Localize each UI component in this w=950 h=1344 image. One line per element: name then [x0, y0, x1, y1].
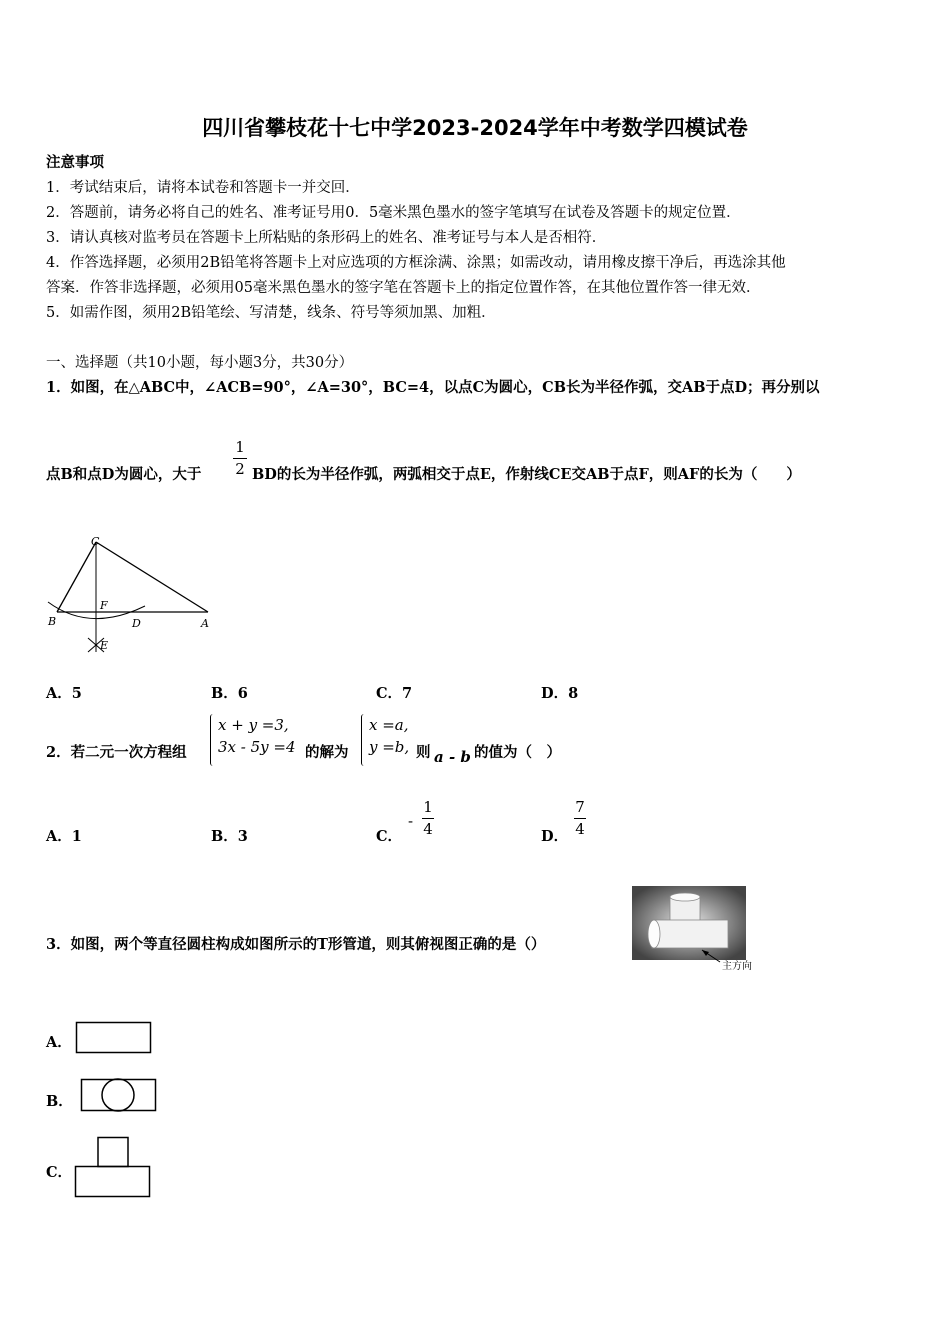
q2-option-c[interactable]: C．: [376, 828, 403, 845]
q1-line2-a: 点B和点D为圆心，大于: [46, 466, 202, 483]
q2-sol1: x =a,: [369, 716, 409, 734]
q1-option-d[interactable]: D．8: [541, 685, 579, 702]
q2-eq2: 3x - 5y =4: [218, 738, 296, 756]
q3-arrow-label: 主方向: [722, 961, 752, 972]
q3-option-a[interactable]: A．: [46, 1034, 72, 1051]
label-e: E: [100, 639, 109, 652]
notice-item: 3．请认真核对监考员在答题卡上所粘贴的条形码上的姓名、准考证号与本人是否相符．: [46, 230, 607, 246]
label-c: C: [91, 535, 100, 548]
label-b: B: [48, 615, 57, 628]
q2-prefix: 2．若二元一次方程组: [46, 744, 187, 761]
q2-option-d-fraction: [574, 800, 586, 837]
q1-frac-num: 1: [235, 438, 245, 456]
q3-option-c[interactable]: C．: [46, 1164, 73, 1181]
label-f: F: [100, 599, 108, 612]
q2-system: [218, 714, 296, 758]
notice-item: 1．考试结束后，请将本试卷和答题卡一并交回．: [46, 180, 360, 196]
q2-option-a[interactable]: A．1: [46, 828, 82, 845]
q2-d-num: 7: [575, 798, 585, 816]
q3-option-a-shape[interactable]: [75, 1021, 155, 1055]
q2-d-den: 4: [575, 820, 585, 838]
notice-heading: 注意事项: [46, 154, 104, 171]
q2-solution: [369, 714, 409, 758]
q2-sol2: y =b,: [369, 738, 410, 756]
q2-c-num: 1: [423, 798, 433, 816]
q1-option-b[interactable]: B．6: [211, 685, 248, 702]
q3-option-c-shape[interactable]: [74, 1136, 154, 1200]
q1-fraction: [233, 440, 247, 477]
label-d: D: [132, 617, 141, 630]
q2-c-den: 4: [423, 820, 433, 838]
label-a: A: [201, 617, 209, 630]
q1-line1: 1．如图，在△ABC中，∠ACB=90°，∠A=30°，BC=4，以点C为圆心，CB长为半径作弧，交AB于点D；再分别以: [46, 379, 820, 396]
q2-option-c-fraction: [422, 800, 434, 837]
notice-item: 5．如需作图，须用2B铅笔绘、写清楚，线条、符号等须加黑、加粗．: [46, 305, 496, 321]
q2-option-b[interactable]: B．3: [211, 828, 248, 845]
q1-line2-b: BD的长为半径作弧，两弧相交于点E，作射线CE交AB于点F，则AF的长为（ ）: [252, 466, 801, 483]
notice-item: 2．答题前，请务必将自己的姓名、准考证号用0．5毫米黑色墨水的签字笔填写在试卷及答题卡的规定位置．: [46, 205, 741, 221]
q2-option-c-sign: -: [408, 812, 414, 830]
q3-option-b-shape[interactable]: [80, 1078, 160, 1114]
q1-option-a[interactable]: A．5: [46, 685, 82, 702]
q2-expression: a - b: [434, 748, 471, 766]
q2-option-d[interactable]: D．: [541, 828, 569, 845]
q3-text: 3．如图，两个等直径圆柱构成如图所示的T形管道，则其俯视图正确的是（）: [46, 936, 546, 953]
q3-t-pipe-figure: [632, 886, 772, 976]
q2-then: 则: [416, 744, 431, 761]
q1-option-c[interactable]: C．7: [376, 685, 413, 702]
notice-item: 答案．作答非选择题，必须用05毫米黑色墨水的签字笔在答题卡上的指定位置作答，在其他位置作答一律无效．: [46, 280, 761, 296]
q1-triangle-figure: [40, 528, 230, 663]
exam-title: 四川省攀枝花十七中学2023-2024学年中考数学四模试卷: [202, 116, 748, 140]
q2-mid: 的解为: [305, 744, 349, 761]
q3-option-b[interactable]: B．: [46, 1093, 73, 1110]
q1-frac-den: 2: [235, 460, 245, 478]
q2-eq1: x + y =3,: [218, 716, 289, 734]
section-heading: 一、选择题（共10小题，每小题3分，共30分）: [46, 355, 354, 371]
notice-item: 4．作答选择题，必须用2B铅笔将答题卡上对应选项的方框涂满、涂黑；如需改动，请用橡皮擦干净后，再选涂其他: [46, 255, 786, 271]
q2-suffix: 的值为（ ）: [474, 744, 561, 761]
